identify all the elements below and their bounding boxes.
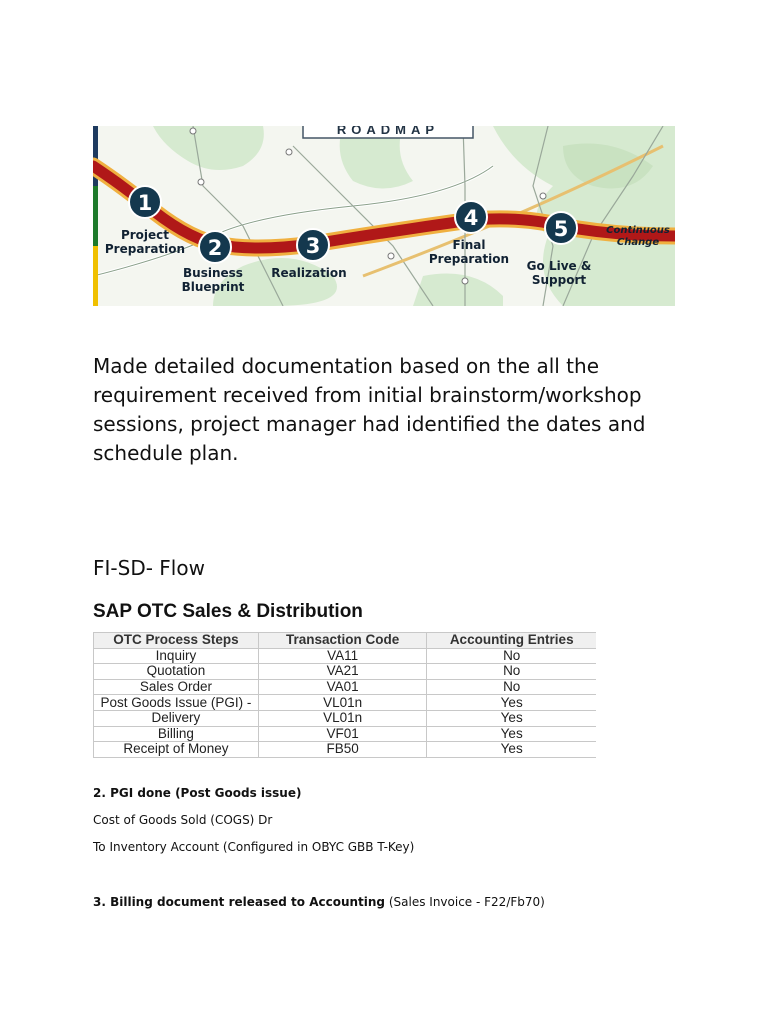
column-header: Accounting Entries (427, 633, 596, 649)
table-cell: No (427, 679, 596, 695)
table-cell: Receipt of Money (94, 742, 259, 758)
step-label-line: Final (452, 238, 486, 252)
table-cell: No (427, 648, 596, 664)
flow-heading: FI-SD- Flow (93, 556, 205, 580)
table-cell: VA11 (258, 648, 427, 664)
column-header: OTC Process Steps (94, 633, 259, 649)
table-cell: VL01n (258, 695, 427, 711)
table-cell: Billing (94, 726, 259, 742)
table-row (94, 742, 597, 758)
table-cell: VA21 (258, 664, 427, 680)
table-cell: No (427, 664, 596, 680)
step-label-line: Go Live & (526, 259, 592, 273)
step-number: 4 (463, 206, 479, 230)
table-cell: Sales Order (94, 679, 259, 695)
roadmap-image (93, 126, 675, 306)
billing-heading (93, 895, 545, 909)
step-label-line: Preparation (428, 252, 510, 266)
table-cell: VA01 (258, 679, 427, 695)
step-label-line: Blueprint (181, 280, 245, 294)
billing-heading-rest: (Sales Invoice - F22/Fb70) (385, 895, 545, 909)
step-number: 5 (553, 217, 569, 241)
table-cell: Inquiry (94, 648, 259, 664)
step-number: 1 (137, 191, 153, 215)
table-row (94, 695, 597, 711)
step-label-line: Business (183, 266, 243, 280)
table-row (94, 648, 597, 664)
step-label-line: Support (531, 273, 587, 287)
table-cell: VF01 (258, 726, 427, 742)
end-label-line: Change (616, 237, 660, 248)
step-label-line: Project (120, 228, 170, 242)
table-cell: Yes (427, 726, 596, 742)
table-header-row (94, 633, 597, 649)
table-cell: Yes (427, 742, 596, 758)
table-cell: Yes (427, 695, 596, 711)
billing-heading-bold: 3. Billing document released to Accounting (93, 895, 386, 909)
table-title: SAP OTC Sales & Distribution (93, 601, 363, 622)
table-cell: Delivery (94, 710, 259, 726)
table-row (94, 679, 597, 695)
body-paragraph: Made detailed documentation based on the all the requirement received from initial brainstorm/workshop sessions, project manager had identified the dates and schedule plan. (93, 354, 646, 465)
table-row (94, 664, 597, 680)
table-cell: FB50 (258, 742, 427, 758)
table-row (94, 710, 597, 726)
step-label-line: Realization (271, 266, 347, 280)
step-number: 2 (207, 236, 223, 260)
table-cell: Post Goods Issue (PGI) - (94, 695, 259, 711)
step-label-line: Preparation (104, 242, 186, 256)
pgi-line-2: To Inventory Account (Configured in OBYC GBB T-Key) (93, 840, 415, 854)
otc-table (93, 632, 596, 758)
column-header: Transaction Code (258, 633, 427, 649)
pgi-line-1: Cost of Goods Sold (COGS) Dr (93, 813, 273, 827)
step-number: 3 (305, 234, 321, 258)
table-cell: Yes (427, 710, 596, 726)
end-label-line: Continuous (606, 225, 670, 236)
table-row (94, 726, 597, 742)
pgi-heading: 2. PGI done (Post Goods issue) (93, 786, 302, 800)
table-cell: Quotation (94, 664, 259, 680)
table-cell: VL01n (258, 710, 427, 726)
roadmap-header: ROADMAP (336, 126, 440, 137)
